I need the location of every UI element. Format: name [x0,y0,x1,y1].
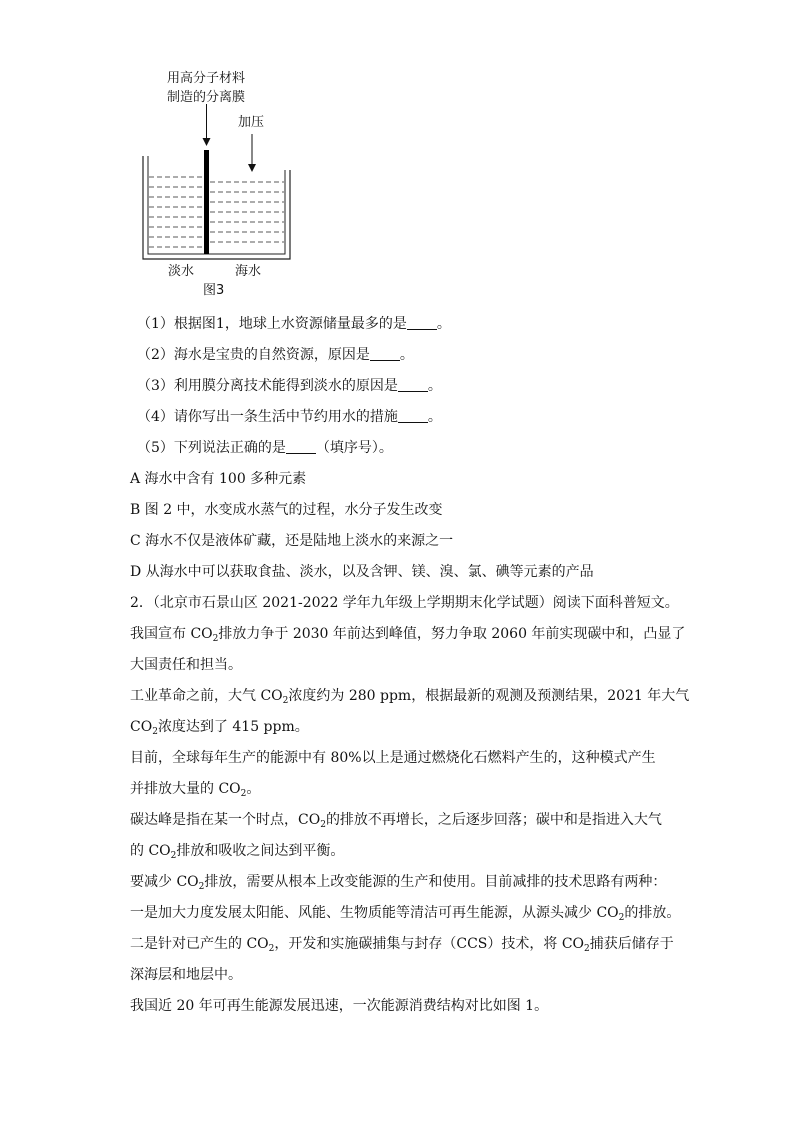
option-c: C 海水不仅是液体矿藏，还是陆地上淡水的来源之一 [130,533,454,549]
question-5: （5）下列说法正确的是 （填序号）。 [137,440,393,456]
paragraph-2-line-2: $CO_2$浓度达到了 415 ppm。 [130,719,309,737]
question-1: （1）根据图1，地球上水资源储量最多的是 。 [137,316,451,332]
question-3: （3）利用膜分离技术能得到淡水的原因是 。 [137,378,442,394]
problem-2-heading: 2．（北京市石景山区 2021-2022 学年九年级上学期期末化学试题）阅读下面科普短文。 [130,595,679,611]
paragraph-4-line-2: 的 $CO_2$排放和吸收之间达到平衡。 [130,843,345,861]
figure-caption: 图3 [203,283,225,298]
answer-blank[interactable] [370,346,400,361]
paragraph-5-line-4: 深海层和地层中。 [130,967,242,983]
pressure-label: 加压 [238,115,265,130]
option-b: B 图 2 中，水变成水蒸气的过程，水分子发生改变 [130,502,443,518]
paragraph-4-line-1: 碳达峰是指在某一个时点，$CO_2$的排放不再增长，之后逐步回落；碳中和是指进入大气 [130,812,662,830]
paragraph-5-line-1: 要减少 $CO_2$排放，需要从根本上改变能源的生产和使用。目前减排的技术思路有两种： [130,874,667,892]
fresh-water-label: 淡水 [168,264,195,279]
question-4: （4）请你写出一条生活中节约用水的措施 。 [137,409,442,425]
membrane-label-line1: 用高分子材料 [167,71,246,86]
paragraph-3-line-1: 目前，全球每年生产的能源中有 80%以上是通过燃烧化石燃料产生的，这种模式产生 [130,750,656,766]
paragraph-3-line-2: 并排放大量的 $CO_2$。 [130,781,261,799]
paragraph-2-line-1: 工业革命之前，大气 $CO_2$浓度约为 280 ppm，根据最新的观测及预测结果，2021 年大气 [130,688,690,706]
answer-blank[interactable] [398,377,428,392]
sea-water-label: 海水 [235,264,262,279]
option-d: D 从海水中可以获取食盐、淡水，以及含钾、镁、溴、氯、碘等元素的产品 [130,564,594,580]
option-a: A 海水中含有 100 多种元素 [130,471,307,487]
paragraph-5-line-2: 一是加大力度发展太阳能、风能、生物质能等清洁可再生能源，从源头减少 $CO_2$的排放。 [130,905,681,923]
paragraph-1-line-1: 我国宣布 $CO_2$排放力争于 2030 年前达到峰值，努力争取 2060 年前实现碳中和，凸显了 [130,626,686,644]
membrane-label-line2: 制造的分离膜 [167,90,246,105]
paragraph-5-line-3: 二是针对已产生的 $CO_2$，开发和实施碳捕集与封存（CCS）技术，将 $CO_2$捕获后储存于 [130,936,674,954]
figure-3 [135,66,305,301]
paragraph-1-line-2: 大国责任和担当。 [130,657,242,673]
answer-blank[interactable] [407,315,437,330]
paragraph-6: 我国近 20 年可再生能源发展迅速，一次能源消费结构对比如图 1。 [130,998,549,1014]
question-content [130,314,690,1027]
answer-blank[interactable] [286,439,316,454]
question-2: （2）海水是宝贵的自然资源，原因是 。 [137,347,414,363]
answer-blank[interactable] [398,408,428,423]
